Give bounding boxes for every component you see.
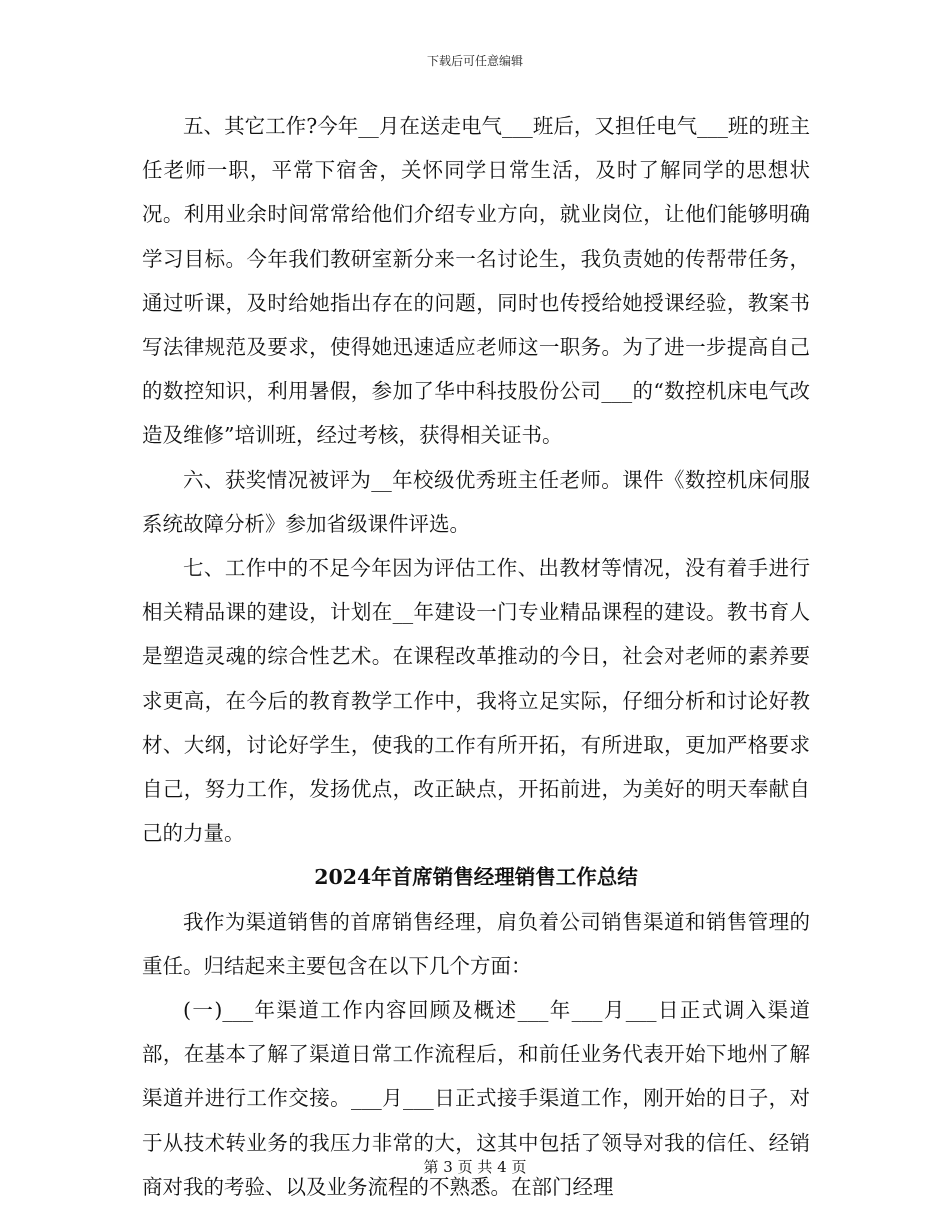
paragraph-intro: 我作为渠道销售的首席销售经理，肩负着公司销售渠道和销售管理的重任。归结起来主要包含在以下几个方面： bbox=[142, 909, 810, 978]
page-number: 第 3 页 共 4 页 bbox=[423, 1158, 527, 1176]
section-title: 2024年首席销售经理销售工作总结 bbox=[314, 865, 638, 890]
document-body bbox=[142, 104, 810, 1209]
paragraph-other-work: 五、其它工作?今年__月在送走电气___班后，又担任电气___班的班主任老师一职，平常下宿舍，关怀同学日常生活，及时了解同学的思想状况。利用业余时间常常给他们介绍专业方向，就业岗位，让他们能够明确学习目标。今年我们教研室新分来一名讨论生，我负责她的传帮带任务，通过听课，及时给她指出存在的问题，同时也传授给她授课经验，教案书写法律规范及要求，使得她迅速适应老师这一职务。为了进一步提高自己的数控知识，利用暑假，参加了华中科技股份公司___的“数控机床电气改造及维修”培训班，经过考核，获得相关证书。 bbox=[142, 114, 810, 448]
paragraph-channel-review: (一)___年渠道工作内容回顾及概述___年___月___日正式调入渠道部，在基本了解了渠道日常工作流程后，和前任业务代表开始下地州了解渠道并进行工作交接。___月___日正式接手渠道工作，刚开始的日子，对于从技术转业务的我压力非常的大，这其中包括了领导对我的信任、经销商对我的考验、以及业务流程的不熟悉。在部门经理 bbox=[142, 998, 810, 1199]
page-header: 下载后可任意编辑 bbox=[426, 54, 523, 68]
paragraph-awards: 六、获奖情况被评为__年校级优秀班主任老师。课件《数控机床伺服系统故障分析》参加省级课件评选。 bbox=[142, 467, 810, 536]
paragraph-shortcomings: 七、工作中的不足今年因为评估工作、出教材等情况，没有着手进行相关精品课的建设，计划在__年建设一门专业精品课程的建设。教书育人是塑造灵魂的综合性艺术。在课程改革推动的今日，社会对老师的素养要求更高，在今后的教育教学工作中，我将立足实际，仔细分析和讨论好教材、大纲，讨论好学生，使我的工作有所开拓，有所进取，更加严格要求自己，努力工作，发扬优点，改正缺点，开拓前进，为美好的明天奉献自己的力量。 bbox=[142, 556, 810, 846]
